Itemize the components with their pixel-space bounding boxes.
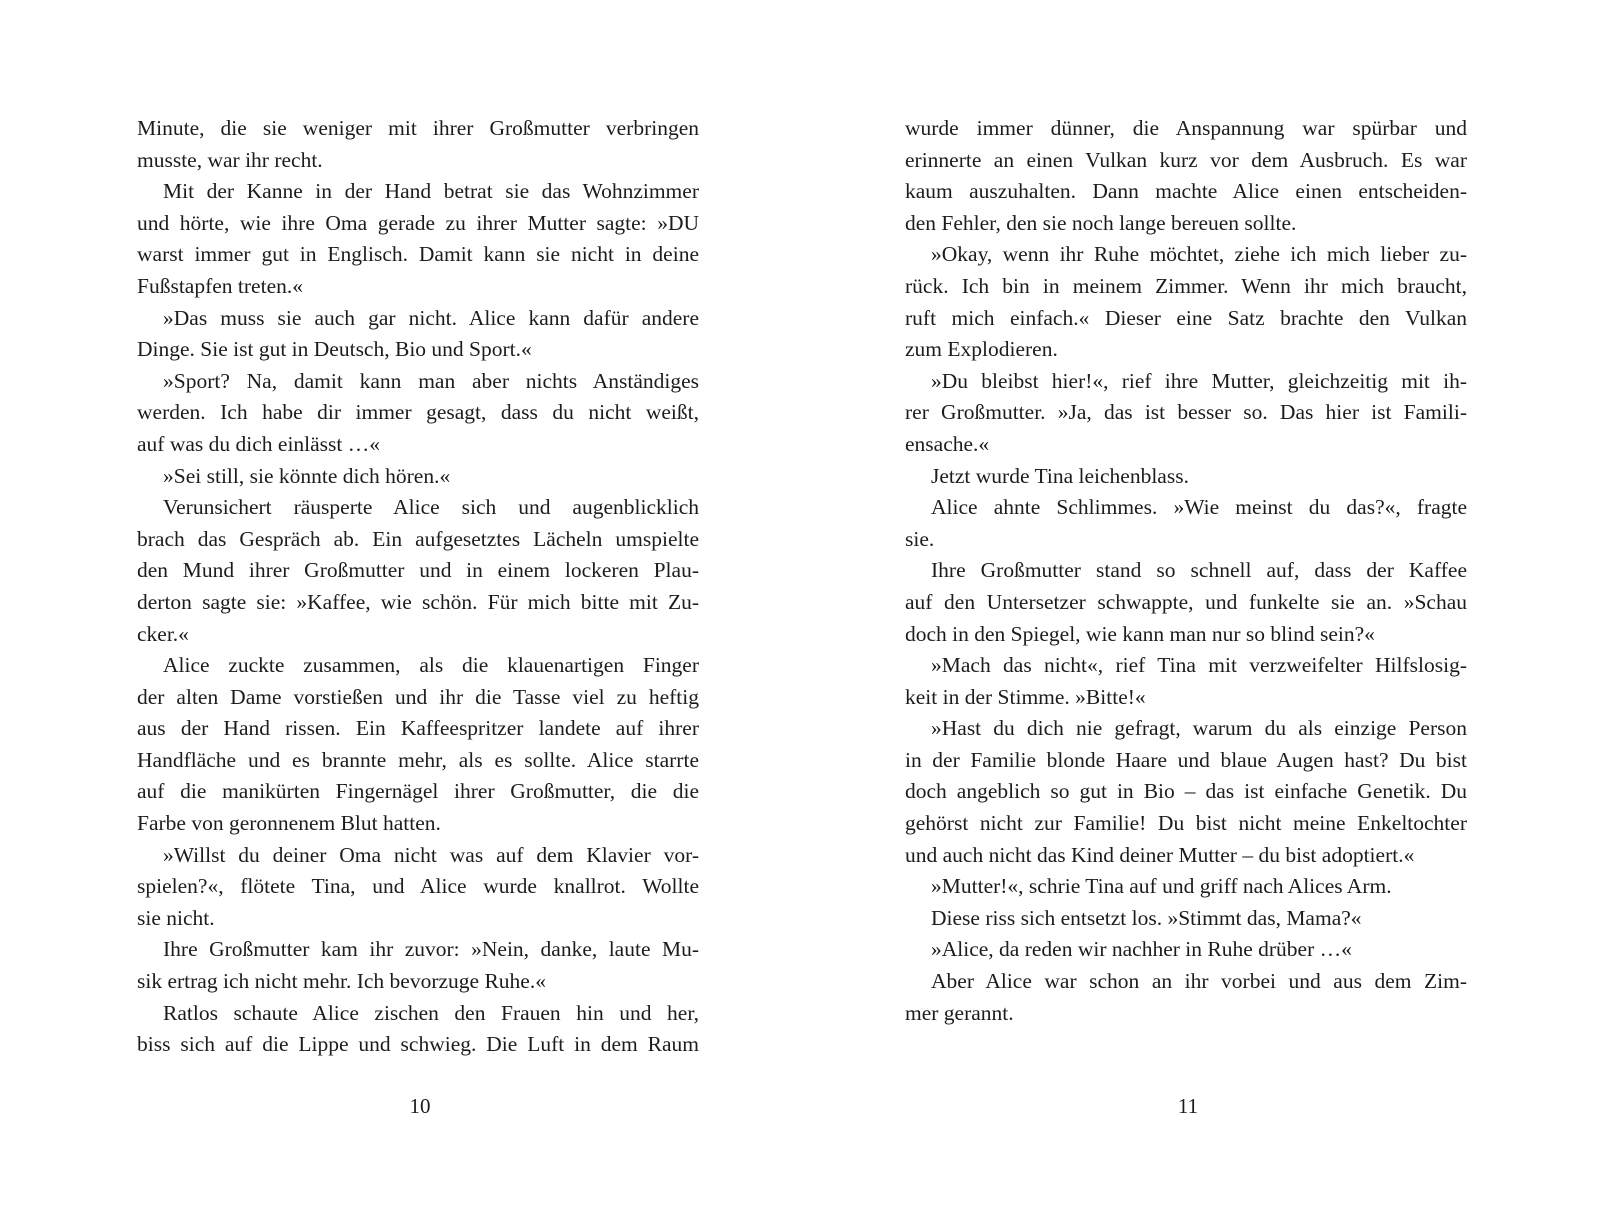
text-line: aus der Hand rissen. Ein Kaffeespritzer landete auf ihrer <box>137 716 699 741</box>
text-line: sie. <box>905 526 935 551</box>
text-line: der alten Dame vorstießen und ihr die Tasse viel zu heftig <box>137 684 699 709</box>
text-line: Ratlos schaute Alice zischen den Frauen hin und her, <box>163 1000 699 1025</box>
text-line: musste, war ihr recht. <box>137 147 323 172</box>
text-line: zum Explodieren. <box>905 337 1058 362</box>
text-line: Handfläche und es brannte mehr, als es sollte. Alice starrte <box>137 747 699 772</box>
text-line: und hörte, wie ihre Oma gerade zu ihrer Mutter sagte: »DU <box>137 210 699 235</box>
text-line: »Mutter!«, schrie Tina auf und griff nach Alices Arm. <box>931 874 1392 899</box>
text-line: Farbe von geronnenem Blut hatten. <box>137 811 441 836</box>
left-page-number: 10 <box>409 1094 431 1118</box>
text-line: Ihre Großmutter kam ihr zuvor: »Nein, danke, laute Mu- <box>163 937 699 962</box>
text-line: »Das muss sie auch gar nicht. Alice kann dafür andere <box>163 305 699 330</box>
text-line: Jetzt wurde Tina leichenblass. <box>931 463 1189 488</box>
text-line: Diese riss sich entsetzt los. »Stimmt das, Mama?« <box>931 905 1362 930</box>
right-page-number: 11 <box>1177 1094 1199 1118</box>
text-line: »Okay, wenn ihr Ruhe möchtet, ziehe ich mich lieber zu- <box>931 242 1467 267</box>
text-line: Aber Alice war schon an ihr vorbei und aus dem Zim- <box>931 969 1467 994</box>
text-line: gehörst nicht zur Familie! Du bist nicht meine Enkeltochter <box>905 811 1467 836</box>
text-line: cker.« <box>137 621 189 646</box>
text-line: erinnerte an einen Vulkan kurz vor dem Ausbruch. Es war <box>905 147 1467 172</box>
text-line: spielen?«, flötete Tina, und Alice wurde knallrot. Wollte <box>137 874 699 899</box>
text-line: »Du bleibst hier!«, rief ihre Mutter, gleichzeitig mit ih- <box>931 368 1467 393</box>
text-line: warst immer gut in Englisch. Damit kann sie nicht in deine <box>137 242 699 267</box>
text-line: »Sei still, sie könnte dich hören.« <box>163 463 451 488</box>
text-line: auf die manikürten Fingernägel ihrer Großmutter, die die <box>137 779 699 804</box>
text-line: auf den Untersetzer schwappte, und funkelte sie an. »Schau <box>905 589 1467 614</box>
text-line: keit in der Stimme. »Bitte!« <box>905 684 1146 709</box>
text-line: »Willst du deiner Oma nicht was auf dem Klavier vor- <box>163 842 699 867</box>
text-line: sik ertrag ich nicht mehr. Ich bevorzuge Ruhe.« <box>137 969 546 994</box>
right-page-text <box>905 113 1467 1029</box>
text-line: Alice zuckte zusammen, als die klauenartigen Finger <box>163 653 699 678</box>
text-line: kaum auszuhalten. Dann machte Alice einen entscheiden- <box>905 179 1467 204</box>
text-line: doch angeblich so gut in Bio – das ist einfache Genetik. Du <box>905 779 1467 804</box>
text-line: brach das Gespräch ab. Ein aufgesetztes Lächeln umspielte <box>137 526 699 551</box>
text-line: werden. Ich habe dir immer gesagt, dass du nicht weißt, <box>137 400 699 425</box>
text-line: Fußstapfen treten.« <box>137 273 303 298</box>
text-line: wurde immer dünner, die Anspannung war spürbar und <box>905 116 1467 140</box>
text-line: den Fehler, den sie noch lange bereuen sollte. <box>905 210 1297 235</box>
left-page-text <box>137 113 699 1061</box>
text-line: doch in den Spiegel, wie kann man nur so blind sein?« <box>905 621 1375 646</box>
text-line: Ihre Großmutter stand so schnell auf, dass der Kaffee <box>931 558 1467 583</box>
text-line: sie nicht. <box>137 905 215 930</box>
text-line: »Sport? Na, damit kann man aber nichts Anständiges <box>163 368 699 393</box>
text-line: biss sich auf die Lippe und schwieg. Die Luft in dem Raum <box>137 1032 699 1057</box>
text-line: Dinge. Sie ist gut in Deutsch, Bio und Sport.« <box>137 337 532 362</box>
text-line: »Alice, da reden wir nachher in Ruhe drüber …« <box>931 937 1352 962</box>
text-line: auf was du dich einlässt …« <box>137 431 381 456</box>
text-line: Verunsichert räusperte Alice sich und augenblicklich <box>163 495 699 520</box>
text-line: Mit der Kanne in der Hand betrat sie das Wohnzimmer <box>163 179 699 204</box>
text-line: ruft mich einfach.« Dieser eine Satz brachte den Vulkan <box>905 305 1467 330</box>
text-line: den Mund ihrer Großmutter und in einem lockeren Plau- <box>137 558 699 583</box>
text-line: ensache.« <box>905 431 990 456</box>
text-line: rück. Ich bin in meinem Zimmer. Wenn ihr mich braucht, <box>905 273 1467 298</box>
text-line: rer Großmutter. »Ja, das ist besser so. Das hier ist Famili- <box>905 400 1467 425</box>
text-line: »Hast du dich nie gefragt, warum du als einzige Person <box>931 716 1467 741</box>
text-line: derton sagte sie: »Kaffee, wie schön. Für mich bitte mit Zu- <box>137 589 699 614</box>
text-line: in der Familie blonde Haare und blaue Augen hast? Du bist <box>905 747 1467 772</box>
text-line: Minute, die sie weniger mit ihrer Großmutter verbringen <box>137 116 699 140</box>
text-line: Alice ahnte Schlimmes. »Wie meinst du das?«, fragte <box>931 495 1467 520</box>
text-line: und auch nicht das Kind deiner Mutter – du bist adoptiert.« <box>905 842 1415 867</box>
text-line: »Mach das nicht«, rief Tina mit verzweifelter Hilfslosig- <box>931 653 1467 678</box>
text-line: mer gerannt. <box>905 1000 1014 1025</box>
